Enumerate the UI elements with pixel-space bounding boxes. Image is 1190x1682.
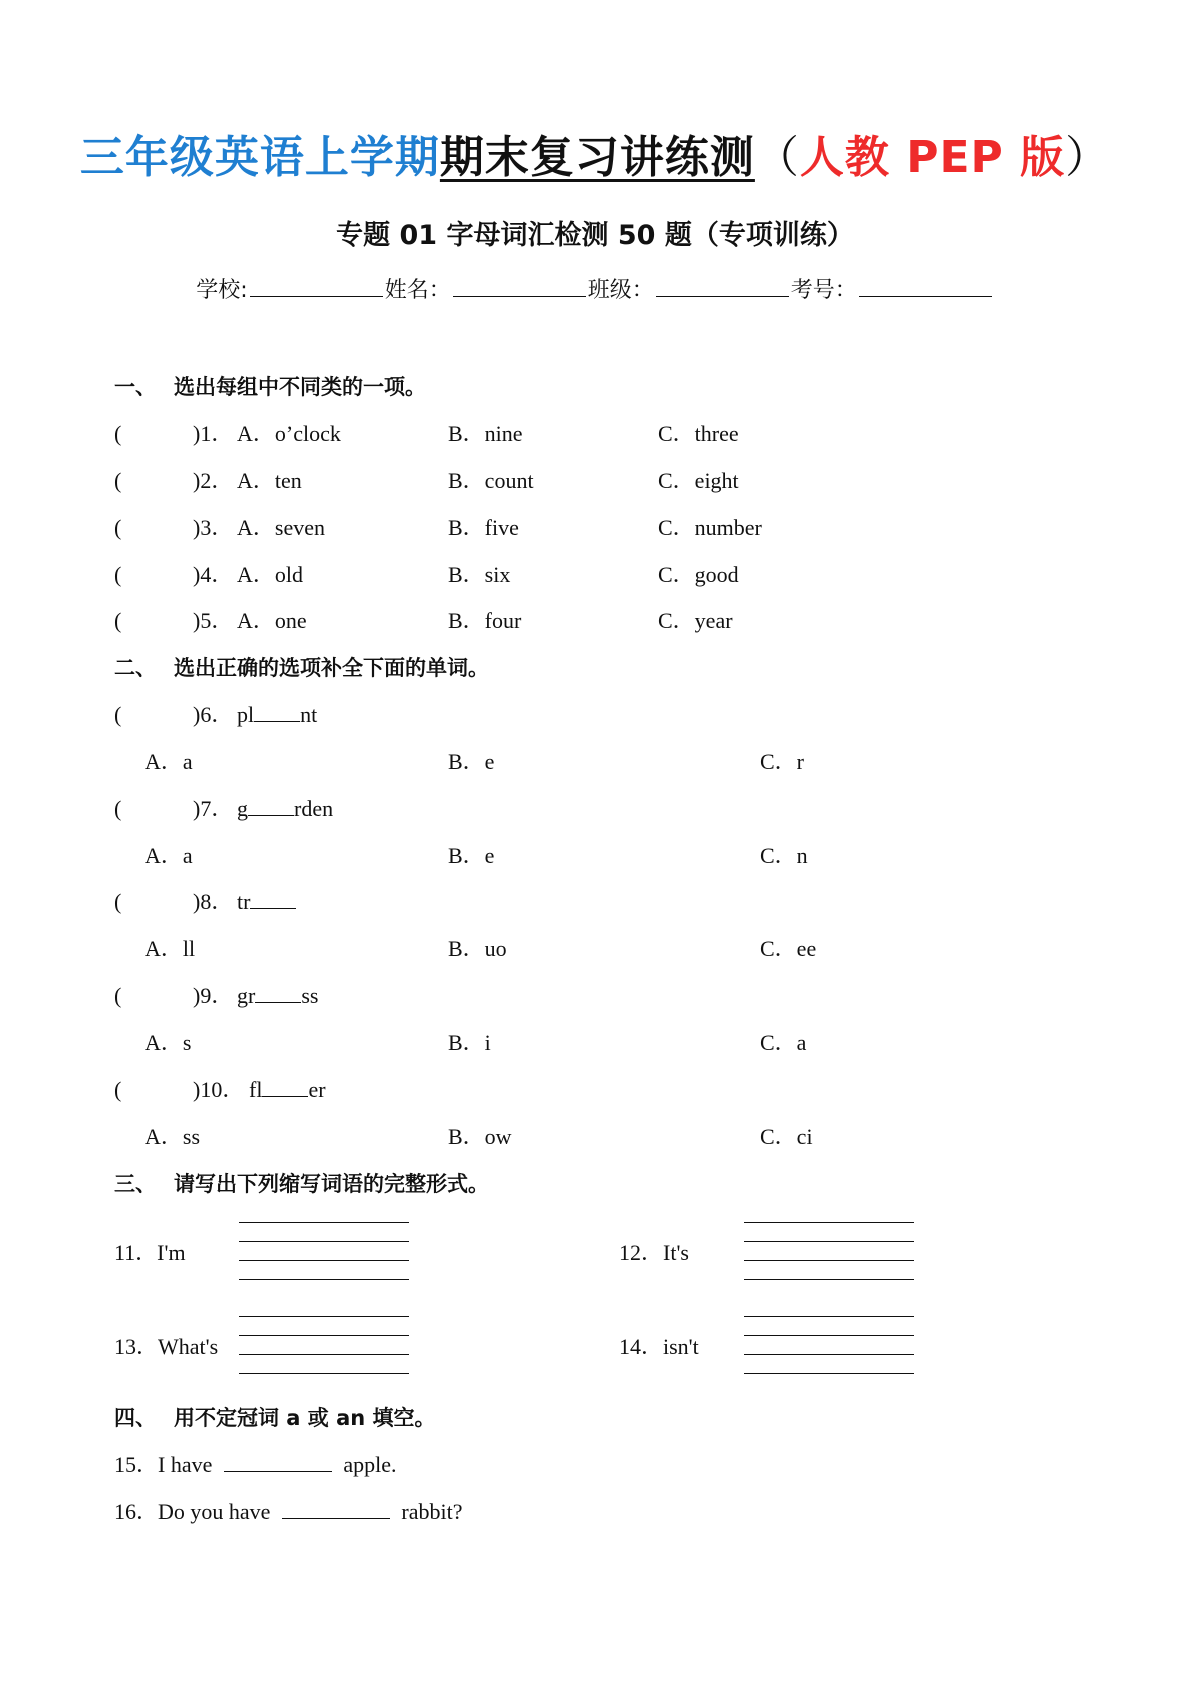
option-c: C．n [760,843,808,868]
section-4-heading [114,1402,436,1434]
letter-blank[interactable] [254,701,300,722]
sentence-end: rabbit? [401,1499,463,1524]
question-number: )7． [193,796,234,821]
section-2-heading [114,652,489,684]
writing-line[interactable] [744,1373,914,1374]
contraction-label: 14．isn't [619,1334,699,1359]
option-a: A．seven [237,515,325,540]
answer-bracket[interactable]: ( [114,1077,122,1102]
section-3-number: 三、 [114,1172,156,1196]
sentence-start: 16．Do you have [114,1499,271,1524]
article-question [114,1449,397,1481]
option-b: B．uo [448,936,507,961]
section-1-heading [114,371,426,403]
option-c: C．good [658,562,739,587]
option-a: A．o’clock [237,421,341,446]
sentence-start: 15．I have [114,1452,213,1477]
writing-line[interactable] [239,1260,409,1261]
contraction-label: 11．I'm [114,1240,186,1265]
section-4-number: 四、 [114,1406,156,1430]
option-a: A．a [145,749,193,774]
option-b: B．e [448,749,495,774]
writing-line[interactable] [744,1335,914,1336]
section-2-number: 二、 [114,656,156,680]
option-c: C．a [760,1030,807,1055]
answer-bracket[interactable]: ( [114,608,122,633]
title-paren-open: （ [754,132,800,183]
option-b: B．four [448,608,522,633]
option-c: C．three [658,421,739,446]
name-field[interactable] [453,274,586,297]
word-suffix: ss [301,983,319,1008]
title-review: 期末复习讲练测 [439,132,755,183]
answer-bracket[interactable]: ( [114,796,122,821]
article-blank[interactable] [224,1451,332,1472]
word-suffix: nt [300,702,318,727]
question-number: )5． [193,608,234,633]
section-1-number: 一、 [114,375,156,399]
writing-line[interactable] [239,1279,409,1280]
title-grade-subject: 三年级英语上学期 [79,132,440,183]
option-a: A．ss [145,1124,201,1149]
option-c: C．ci [760,1124,813,1149]
option-c: C．number [658,515,762,540]
answer-bracket[interactable]: ( [114,468,122,493]
writing-line[interactable] [744,1316,914,1317]
answer-bracket[interactable]: ( [114,562,122,587]
answer-bracket[interactable]: ( [114,515,122,540]
section-3-heading [114,1168,489,1200]
option-a: A．old [237,562,304,587]
section-4-title: 用不定冠词 a 或 an 填空。 [174,1406,436,1430]
word-suffix: er [308,1077,326,1102]
writing-line[interactable] [239,1222,409,1223]
student-info-line [0,274,1190,308]
question-number: )1． [193,421,234,446]
class-field[interactable] [656,274,789,297]
letter-blank[interactable] [262,1076,308,1097]
writing-line[interactable] [744,1241,914,1242]
question-number: )2． [193,468,234,493]
sentence-end: apple. [343,1452,397,1477]
article-question [114,1496,463,1528]
option-b: B．i [448,1030,491,1055]
letter-blank[interactable] [250,888,296,909]
exam-no-label: 考号： [790,278,857,303]
answer-bracket[interactable]: ( [114,421,122,446]
word-suffix: rden [294,796,334,821]
option-a: A．ten [237,468,302,493]
writing-line[interactable] [239,1373,409,1374]
question-number: )8． [193,889,234,914]
writing-line[interactable] [239,1241,409,1242]
section-3-title: 请写出下列缩写词语的完整形式。 [174,1172,489,1196]
contraction-label: 13．What's [114,1334,219,1359]
writing-line[interactable] [239,1316,409,1317]
answer-bracket[interactable]: ( [114,702,122,727]
section-1-title: 选出每组中不同类的一项。 [174,375,426,399]
school-label: 学校: [196,278,248,303]
writing-line[interactable] [239,1335,409,1336]
word-blank [237,793,333,825]
option-b: B．e [448,843,495,868]
class-label: 班级： [587,278,654,303]
option-c: C．year [658,608,733,633]
option-b: B．six [448,562,511,587]
school-field[interactable] [250,274,383,297]
answer-bracket[interactable]: ( [114,889,122,914]
page-subtitle: 专题 01 字母词汇检测 50 题（专项训练） [336,220,854,251]
name-label: 姓名： [384,278,451,303]
question-number: )3． [193,515,234,540]
answer-bracket[interactable]: ( [114,983,122,1008]
writing-line[interactable] [744,1354,914,1355]
writing-line[interactable] [744,1279,914,1280]
contraction-label: 12．It's [619,1240,689,1265]
title-paren-close: ） [1065,132,1111,183]
writing-line[interactable] [239,1354,409,1355]
question-number: )6． [193,702,234,727]
section-2-title: 选出正确的选项补全下面的单词。 [174,656,489,680]
option-a: A．one [237,608,307,633]
word-prefix: tr [237,889,251,914]
option-c: C．ee [760,936,817,961]
word-blank [237,980,318,1012]
letter-blank[interactable] [248,795,294,816]
page-title [0,126,1190,190]
word-prefix: gr [237,983,256,1008]
letter-blank[interactable] [255,982,301,1003]
writing-line[interactable] [744,1260,914,1261]
option-a: A．a [145,843,193,868]
question-number: )9． [193,983,234,1008]
option-c: C．eight [658,468,739,493]
word-blank [237,699,317,731]
exam-no-field[interactable] [859,274,992,297]
option-b: B．nine [448,421,523,446]
word-blank [237,886,296,918]
option-b: B．five [448,515,519,540]
title-edition: 人教 PEP 版 [799,132,1066,183]
writing-line[interactable] [744,1222,914,1223]
option-b: B．ow [448,1124,512,1149]
option-a: A．s [145,1030,192,1055]
option-a: A．ll [145,936,196,961]
article-blank[interactable] [282,1498,390,1519]
option-b: B．count [448,468,534,493]
question-number: )4． [193,562,234,587]
option-c: C．r [760,749,805,774]
word-prefix: pl [237,702,255,727]
word-prefix: fl [249,1077,263,1102]
question-number: )10． [193,1077,245,1102]
word-prefix: g [237,796,248,821]
word-blank [249,1074,326,1106]
